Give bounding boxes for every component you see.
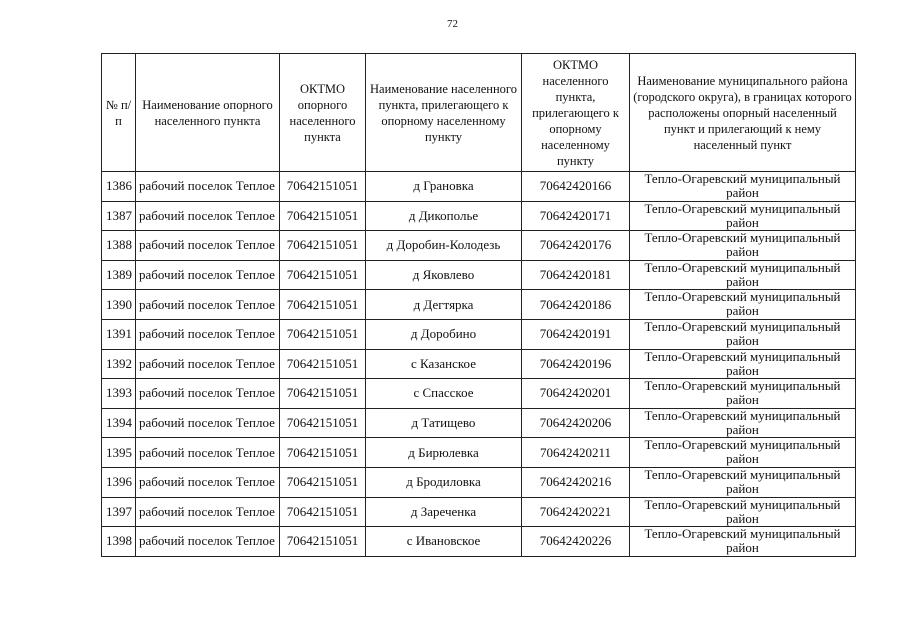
district: Тепло-Огаревский муниципальный район bbox=[630, 349, 856, 379]
adjacent-settlement: д Дегтярка bbox=[366, 290, 522, 320]
base-settlement: рабочий поселок Теплое bbox=[136, 379, 280, 409]
row-number: 1395 bbox=[102, 438, 136, 468]
table-row bbox=[102, 497, 856, 527]
table-row bbox=[102, 231, 856, 261]
table-row bbox=[102, 379, 856, 409]
district: Тепло-Огаревский муниципальный район bbox=[630, 527, 856, 557]
district: Тепло-Огаревский муниципальный район bbox=[630, 201, 856, 231]
adjacent-oktmo: 70642420176 bbox=[522, 231, 630, 261]
adjacent-settlement: д Доробино bbox=[366, 319, 522, 349]
row-number: 1396 bbox=[102, 467, 136, 497]
district: Тепло-Огаревский муниципальный район bbox=[630, 408, 856, 438]
adjacent-oktmo: 70642420206 bbox=[522, 408, 630, 438]
base-oktmo: 70642151051 bbox=[280, 438, 366, 468]
table-row bbox=[102, 201, 856, 231]
row-number: 1398 bbox=[102, 527, 136, 557]
adjacent-settlement: с Ивановское bbox=[366, 527, 522, 557]
district: Тепло-Огаревский муниципальный район bbox=[630, 319, 856, 349]
adjacent-settlement: д Яковлево bbox=[366, 260, 522, 290]
base-settlement: рабочий поселок Теплое bbox=[136, 290, 280, 320]
table-header bbox=[102, 54, 856, 172]
adjacent-settlement: д Грановка bbox=[366, 172, 522, 202]
row-number: 1393 bbox=[102, 379, 136, 409]
adjacent-settlement: с Спасское bbox=[366, 379, 522, 409]
adjacent-settlement: д Бирюлевка bbox=[366, 438, 522, 468]
row-number: 1387 bbox=[102, 201, 136, 231]
district: Тепло-Огаревский муниципальный район bbox=[630, 231, 856, 261]
base-oktmo: 70642151051 bbox=[280, 408, 366, 438]
base-settlement: рабочий поселок Теплое bbox=[136, 497, 280, 527]
table-row bbox=[102, 172, 856, 202]
adjacent-oktmo: 70642420226 bbox=[522, 527, 630, 557]
row-number: 1386 bbox=[102, 172, 136, 202]
header-base-oktmo: ОКТМО опорного населенного пункта bbox=[280, 54, 366, 172]
adjacent-oktmo: 70642420181 bbox=[522, 260, 630, 290]
table-row bbox=[102, 408, 856, 438]
page-number: 72 bbox=[447, 18, 458, 30]
base-settlement: рабочий поселок Теплое bbox=[136, 438, 280, 468]
table-body bbox=[102, 172, 856, 557]
adjacent-oktmo: 70642420211 bbox=[522, 438, 630, 468]
base-settlement: рабочий поселок Теплое bbox=[136, 527, 280, 557]
adjacent-oktmo: 70642420166 bbox=[522, 172, 630, 202]
table-row bbox=[102, 467, 856, 497]
base-oktmo: 70642151051 bbox=[280, 467, 366, 497]
adjacent-oktmo: 70642420221 bbox=[522, 497, 630, 527]
adjacent-oktmo: 70642420216 bbox=[522, 467, 630, 497]
district: Тепло-Огаревский муниципальный район bbox=[630, 467, 856, 497]
adjacent-oktmo: 70642420201 bbox=[522, 379, 630, 409]
table-row bbox=[102, 349, 856, 379]
adjacent-oktmo: 70642420171 bbox=[522, 201, 630, 231]
row-number: 1388 bbox=[102, 231, 136, 261]
header-base-settlement: Наименование опорного населенного пункта bbox=[136, 54, 280, 172]
row-number: 1397 bbox=[102, 497, 136, 527]
district: Тепло-Огаревский муниципальный район bbox=[630, 290, 856, 320]
table-row bbox=[102, 290, 856, 320]
base-settlement: рабочий поселок Теплое bbox=[136, 319, 280, 349]
base-oktmo: 70642151051 bbox=[280, 319, 366, 349]
header-adjacent-settlement: Наименование населенного пункта, прилегающего к опорному населенному пункту bbox=[366, 54, 522, 172]
adjacent-oktmo: 70642420191 bbox=[522, 319, 630, 349]
adjacent-settlement: с Казанское bbox=[366, 349, 522, 379]
header-district: Наименование муниципального района (городского округа), в границах которого расположены опорный населенный пункт и прилегающий к нему населенный пункт bbox=[630, 54, 856, 172]
header-row bbox=[102, 54, 856, 172]
row-number: 1389 bbox=[102, 260, 136, 290]
base-oktmo: 70642151051 bbox=[280, 497, 366, 527]
row-number: 1391 bbox=[102, 319, 136, 349]
header-number: № п/п bbox=[102, 54, 136, 172]
settlements-table bbox=[101, 53, 856, 557]
row-number: 1394 bbox=[102, 408, 136, 438]
base-oktmo: 70642151051 bbox=[280, 172, 366, 202]
adjacent-oktmo: 70642420196 bbox=[522, 349, 630, 379]
adjacent-settlement: д Доробин-Колодезь bbox=[366, 231, 522, 261]
row-number: 1390 bbox=[102, 290, 136, 320]
district: Тепло-Огаревский муниципальный район bbox=[630, 497, 856, 527]
adjacent-settlement: д Татищево bbox=[366, 408, 522, 438]
adjacent-settlement: д Зареченка bbox=[366, 497, 522, 527]
adjacent-oktmo: 70642420186 bbox=[522, 290, 630, 320]
base-oktmo: 70642151051 bbox=[280, 290, 366, 320]
base-settlement: рабочий поселок Теплое bbox=[136, 467, 280, 497]
table-row bbox=[102, 438, 856, 468]
table-row bbox=[102, 260, 856, 290]
base-settlement: рабочий поселок Теплое bbox=[136, 260, 280, 290]
base-oktmo: 70642151051 bbox=[280, 201, 366, 231]
row-number: 1392 bbox=[102, 349, 136, 379]
base-settlement: рабочий поселок Теплое bbox=[136, 349, 280, 379]
adjacent-settlement: д Бродиловка bbox=[366, 467, 522, 497]
district: Тепло-Огаревский муниципальный район bbox=[630, 260, 856, 290]
base-settlement: рабочий поселок Теплое bbox=[136, 201, 280, 231]
adjacent-settlement: д Дикополье bbox=[366, 201, 522, 231]
base-oktmo: 70642151051 bbox=[280, 349, 366, 379]
district: Тепло-Огаревский муниципальный район bbox=[630, 379, 856, 409]
base-oktmo: 70642151051 bbox=[280, 379, 366, 409]
base-settlement: рабочий поселок Теплое bbox=[136, 231, 280, 261]
base-settlement: рабочий поселок Теплое bbox=[136, 408, 280, 438]
base-oktmo: 70642151051 bbox=[280, 260, 366, 290]
base-settlement: рабочий поселок Теплое bbox=[136, 172, 280, 202]
table-row bbox=[102, 319, 856, 349]
table-row bbox=[102, 527, 856, 557]
district: Тепло-Огаревский муниципальный район bbox=[630, 438, 856, 468]
district: Тепло-Огаревский муниципальный район bbox=[630, 172, 856, 202]
base-oktmo: 70642151051 bbox=[280, 231, 366, 261]
header-adjacent-oktmo: ОКТМО населенного пункта, прилегающего к опорному населенному пункту bbox=[522, 54, 630, 172]
base-oktmo: 70642151051 bbox=[280, 527, 366, 557]
